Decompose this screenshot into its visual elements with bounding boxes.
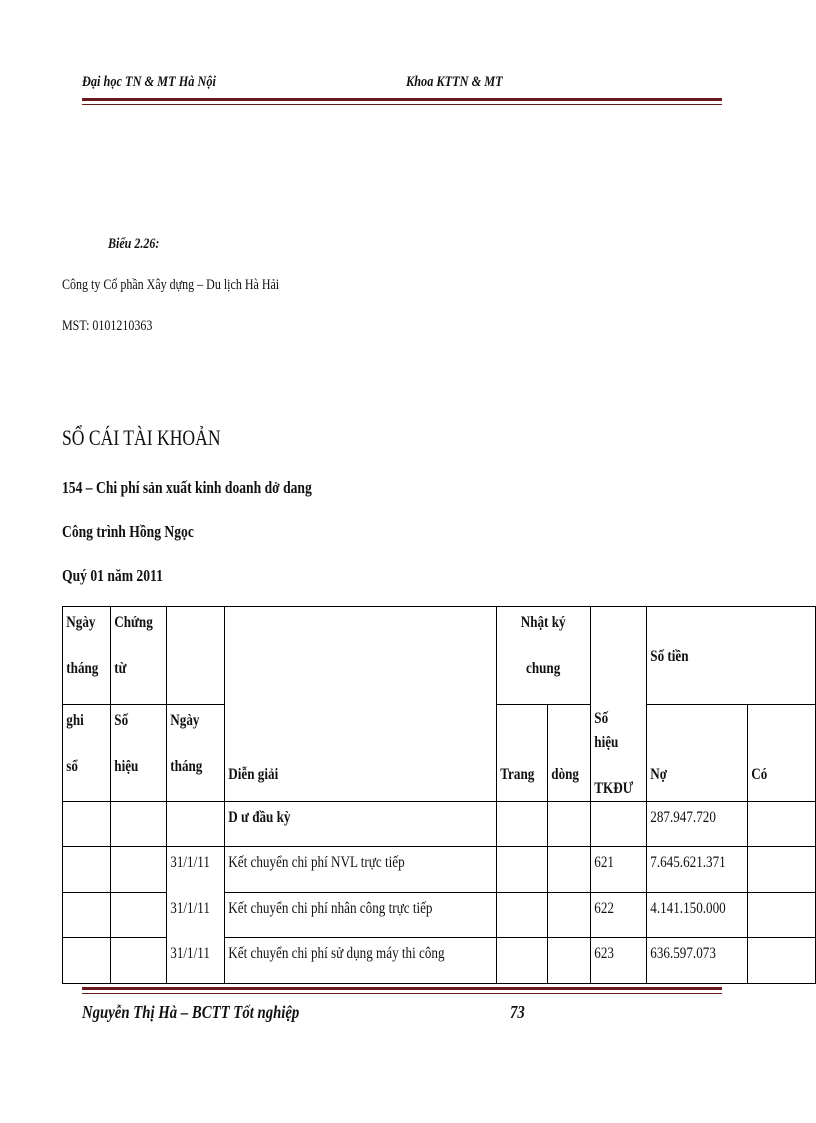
header-cell-blank (167, 607, 225, 705)
table-row (63, 802, 816, 847)
figure-caption: Biểu 2.26: (108, 236, 160, 252)
header-cell-journal: Nhật ký chung (497, 607, 590, 705)
header-cell-date-bottom: ghi sổ (63, 704, 111, 802)
header-rule-thin (82, 104, 722, 105)
page-number: 73 (510, 1002, 525, 1022)
table-row: 31/1/11 Kết chuyển chi phí sử dụng máy thi công 623 636.597.073 (63, 938, 816, 984)
header-rule (82, 98, 722, 101)
ledger-table (62, 606, 816, 984)
header-cell-credit: Có (748, 704, 816, 802)
header-cell-voucher-no: Số hiệu (111, 704, 167, 802)
ledger-title: SỔ CÁI TÀI KHOẢN (62, 425, 221, 450)
debit-value: 636.597.073 (650, 945, 717, 962)
period: Quý 01 năm 2011 (62, 566, 163, 585)
tax-id: MST: 0101210363 (62, 318, 153, 334)
table-row: 31/1/11 Kết chuyển chi phí nhân công trực tiếp 622 4.141.150.000 (63, 893, 816, 938)
footer-rule-thin (82, 993, 722, 994)
opening-balance-label: D ư đầu kỳ (228, 809, 291, 826)
account-title: 154 – Chi phí sản xuất kinh doanh dở dang (62, 478, 312, 497)
header-cell-amount: Số tiền (647, 607, 816, 705)
header-cell-page: Trang (497, 704, 547, 802)
project-name: Công trình Hồng Ngọc (62, 522, 194, 541)
header-university: Đại học TN & MT Hà Nội (82, 74, 216, 90)
header-cell-description: Diễn giải (224, 607, 497, 802)
footer-author: Nguyễn Thị Hà – BCTT Tốt nghiệp (82, 1002, 300, 1022)
header-cell-account: Số hiệu TKĐƯ (590, 607, 646, 802)
footer-rule (82, 987, 722, 990)
header-faculty: Khoa KTTN & MT (406, 74, 503, 90)
debit-value: 7.645.621.371 (650, 854, 726, 871)
header-cell-voucher-date: Ngày tháng (167, 704, 225, 802)
company-name: Công ty Cổ phần Xây dựng – Du lịch Hà Hải (62, 277, 280, 293)
table-row: 31/1/11 Kết chuyển chi phí NVL trực tiếp 621 7.645.621.371 (63, 847, 816, 893)
header-cell-debit: Nợ (647, 704, 748, 802)
debit-value: 287.947.720 (650, 809, 717, 826)
header-cell-date-top: Ngày tháng (63, 607, 111, 705)
header-cell-line: dòng (547, 704, 590, 802)
header-cell-voucher: Chứng từ (111, 607, 167, 705)
debit-value: 4.141.150.000 (650, 900, 726, 917)
